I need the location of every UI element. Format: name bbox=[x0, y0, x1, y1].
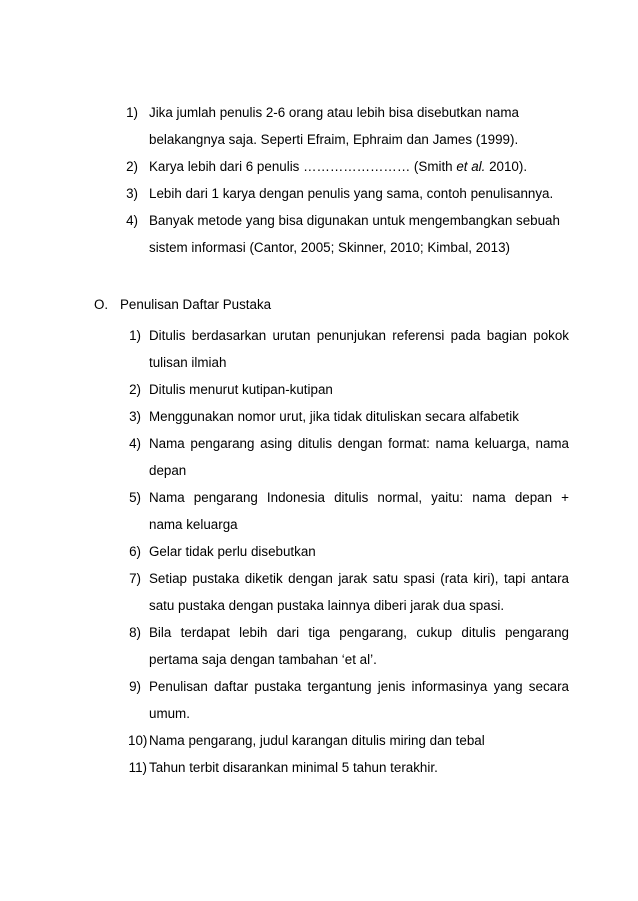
section-daftar-pustaka bbox=[0, 291, 638, 781]
text-segment: 2010). bbox=[485, 159, 528, 174]
list-number: 6) bbox=[129, 544, 141, 559]
text-line: Tahun terbit disarankan minimal 5 tahun terakhir. bbox=[149, 760, 438, 775]
text-line: Menggunakan nomor urut, jika tidak dituliskan secara alfabetik bbox=[149, 409, 519, 424]
list-text bbox=[149, 153, 569, 180]
text-line: Bila terdapat lebih dari tiga pengarang, cukup ditulis pengarang bbox=[149, 625, 569, 640]
list-item bbox=[0, 727, 638, 754]
list-number: 2) bbox=[129, 382, 141, 397]
section-title: Penulisan Daftar Pustaka bbox=[120, 297, 272, 312]
list-text bbox=[149, 673, 569, 727]
text-line: Nama pengarang Indonesia ditulis normal, yaitu: nama depan + bbox=[149, 490, 569, 505]
list-text bbox=[149, 99, 569, 153]
list-text bbox=[149, 322, 569, 376]
list-item bbox=[0, 565, 638, 619]
numbered-list-top bbox=[0, 99, 638, 261]
list-item bbox=[0, 538, 638, 565]
text-line: belakangnya saja. Seperti Efraim, Ephraim dan James (1999). bbox=[149, 132, 519, 147]
text-line: Penulisan daftar pustaka tergantung jenis informasinya yang secara bbox=[149, 679, 569, 694]
list-item bbox=[0, 403, 638, 430]
list-number: 1) bbox=[126, 105, 138, 120]
list-number: 8) bbox=[129, 625, 141, 640]
text-line: umum. bbox=[149, 706, 190, 721]
list-item bbox=[0, 484, 638, 538]
list-text bbox=[149, 403, 569, 430]
list-item bbox=[0, 180, 638, 207]
text-line: sistem informasi (Cantor, 2005; Skinner, 2010; Kimbal, 2013) bbox=[149, 240, 510, 255]
text-line: depan bbox=[149, 463, 187, 478]
list-number: 2) bbox=[126, 159, 138, 174]
list-text bbox=[149, 565, 569, 619]
list-number: 7) bbox=[129, 571, 141, 586]
text-line: Ditulis menurut kutipan-kutipan bbox=[149, 382, 333, 397]
list-text bbox=[149, 727, 569, 754]
text-line bbox=[149, 153, 569, 180]
list-item bbox=[0, 376, 638, 403]
text-line: nama keluarga bbox=[149, 517, 238, 532]
list-text bbox=[149, 754, 569, 781]
text-line: Nama pengarang asing ditulis dengan format: nama keluarga, nama bbox=[149, 436, 569, 451]
text-line: satu pustaka dengan pustaka lainnya diberi jarak dua spasi. bbox=[149, 598, 505, 613]
italic-text: et al. bbox=[456, 159, 486, 174]
list-item bbox=[0, 619, 638, 673]
list-item bbox=[0, 153, 638, 180]
list-item bbox=[0, 754, 638, 781]
list-item bbox=[0, 207, 638, 261]
list-number: 4) bbox=[129, 436, 141, 451]
list-number: 3) bbox=[126, 186, 138, 201]
section-letter: O. bbox=[94, 297, 109, 312]
text-line: Lebih dari 1 karya dengan penulis yang sama, contoh penulisannya. bbox=[149, 186, 554, 201]
list-item bbox=[0, 322, 638, 376]
text-line: Nama pengarang, judul karangan ditulis miring dan tebal bbox=[149, 733, 485, 748]
text-segment: Karya lebih dari 6 penulis …………………… (Smith bbox=[149, 159, 457, 174]
section-heading bbox=[0, 291, 638, 318]
list-number: 3) bbox=[129, 409, 141, 424]
text-line: pertama saja dengan tambahan ‘et al’. bbox=[149, 652, 377, 667]
text-line: Banyak metode yang bisa digunakan untuk mengembangkan sebuah bbox=[149, 213, 560, 228]
text-line: Gelar tidak perlu disebutkan bbox=[149, 544, 316, 559]
list-number: 9) bbox=[129, 679, 141, 694]
list-text bbox=[149, 376, 569, 403]
text-line: Ditulis berdasarkan urutan penunjukan referensi pada bagian pokok bbox=[149, 328, 569, 343]
list-number: 10) bbox=[128, 733, 148, 748]
list-item bbox=[0, 430, 638, 484]
list-number: 1) bbox=[129, 328, 141, 343]
list-item bbox=[0, 99, 638, 153]
list-item bbox=[0, 673, 638, 727]
list-number: 4) bbox=[126, 213, 138, 228]
list-text bbox=[149, 538, 569, 565]
text-line: tulisan ilmiah bbox=[149, 355, 227, 370]
text-line: Setiap pustaka diketik dengan jarak satu spasi (rata kiri), tapi antara bbox=[149, 571, 569, 586]
list-number: 5) bbox=[129, 490, 141, 505]
numbered-list-section-o bbox=[0, 322, 638, 781]
list-text bbox=[149, 484, 569, 538]
list-number: 11) bbox=[128, 760, 147, 775]
list-text bbox=[149, 430, 569, 484]
list-text bbox=[149, 207, 569, 261]
list-text bbox=[149, 619, 569, 673]
list-text bbox=[149, 180, 569, 207]
text-line: Jika jumlah penulis 2-6 orang atau lebih bisa disebutkan nama bbox=[149, 105, 519, 120]
